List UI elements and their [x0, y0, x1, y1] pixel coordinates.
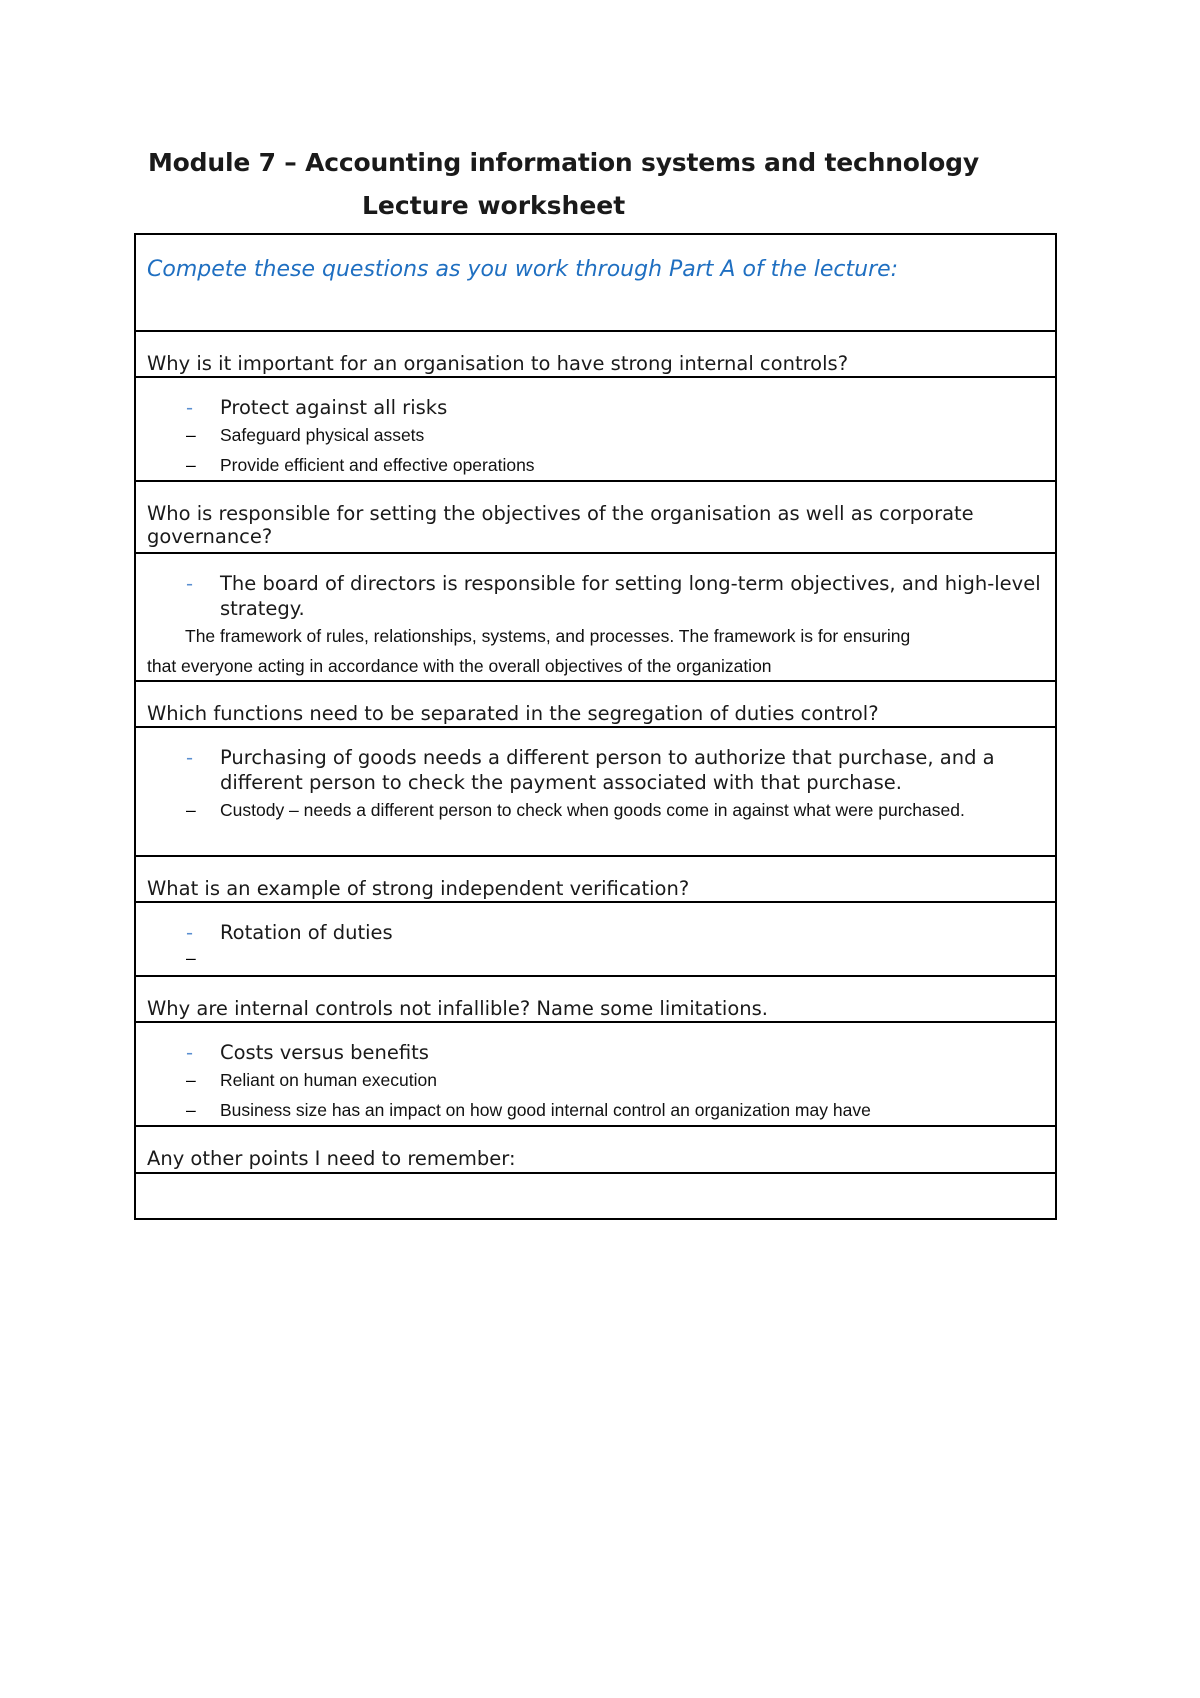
question-text: What is an example of strong independent verification? — [147, 877, 690, 900]
question-text: Why are internal controls not infallible? Name some limitations. — [147, 997, 768, 1020]
answer-text: Custody – needs a different person to check when goods come in against what were purchased. — [220, 800, 965, 820]
answer-item — [136, 420, 1055, 450]
dash-marker: – — [186, 1070, 196, 1090]
answer-text: Costs versus benefits — [220, 1041, 429, 1064]
answer-text: Protect against all risks — [220, 396, 448, 419]
answer-text: Business size has an impact on how good internal control an organization may have — [220, 1100, 871, 1120]
dash-marker: – — [186, 800, 196, 820]
answer-item — [136, 1095, 1055, 1125]
dash-marker: - — [186, 572, 194, 595]
answer-text: Rotation of duties — [220, 921, 393, 944]
instructions-text: Compete these questions as you work through Part A of the lecture: — [147, 257, 899, 282]
answer-list — [136, 571, 1055, 621]
question-cell — [136, 480, 1055, 552]
answer-cell[interactable] — [136, 901, 1055, 975]
answer-note-line: that everyone acting in accordance with the overall objectives of the organization — [147, 656, 772, 676]
answer-item — [136, 571, 1055, 621]
question-cell — [136, 975, 1055, 1021]
answer-item — [136, 450, 1055, 480]
dash-marker: – — [186, 948, 196, 968]
dash-marker: – — [186, 455, 196, 475]
question-cell — [136, 330, 1055, 376]
worksheet-table — [134, 233, 1057, 1220]
question-text: Any other points I need to remember: — [147, 1147, 516, 1170]
question-text: Why is it important for an organisation to have strong internal controls? — [147, 352, 849, 375]
dash-marker: - — [186, 1041, 194, 1064]
answer-item — [136, 1040, 1055, 1065]
dash-marker: - — [186, 746, 194, 769]
question-text: Who is responsible for setting the objectives of the organisation as well as corporate governance? — [147, 502, 974, 548]
dash-marker: – — [186, 425, 196, 445]
question-cell — [136, 1125, 1055, 1172]
answer-note — [136, 621, 1055, 681]
question-text: Which functions need to be separated in the segregation of duties control? — [147, 702, 879, 725]
question-cell — [136, 855, 1055, 901]
answer-cell[interactable] — [136, 1021, 1055, 1125]
answer-item — [136, 395, 1055, 420]
answer-text: Purchasing of goods needs a different person to authorize that purchase, and a different person to check the payment associated with that purchase. — [220, 746, 995, 794]
dash-marker: – — [186, 1100, 196, 1120]
answer-cell[interactable] — [136, 726, 1055, 855]
answer-text: Reliant on human execution — [220, 1070, 437, 1090]
dash-marker: - — [186, 921, 194, 944]
answer-note-line: The framework of rules, relationships, systems, and processes. The framework is for ensuring — [185, 626, 911, 646]
answer-text: The board of directors is responsible for setting long-term objectives, and high-level strategy. — [220, 572, 1041, 620]
answer-cell[interactable] — [136, 376, 1055, 480]
question-cell — [136, 680, 1055, 726]
answer-item — [136, 745, 1055, 795]
answer-cell-empty[interactable] — [136, 1172, 1055, 1218]
answer-list — [136, 1040, 1055, 1125]
answer-list — [136, 920, 1055, 968]
answer-list — [136, 745, 1055, 825]
answer-text: Provide efficient and effective operations — [220, 455, 535, 475]
dash-marker: - — [186, 396, 194, 419]
page-title: Module 7 – Accounting information systems and technology — [148, 148, 979, 177]
answer-item — [136, 1065, 1055, 1095]
answer-cell[interactable] — [136, 552, 1055, 680]
page-subtitle: Lecture worksheet — [362, 191, 626, 220]
answer-list — [136, 395, 1055, 480]
answer-item — [136, 795, 1055, 825]
answer-item — [136, 920, 1055, 945]
instructions-cell — [136, 235, 1055, 330]
answer-text: Safeguard physical assets — [220, 425, 425, 445]
